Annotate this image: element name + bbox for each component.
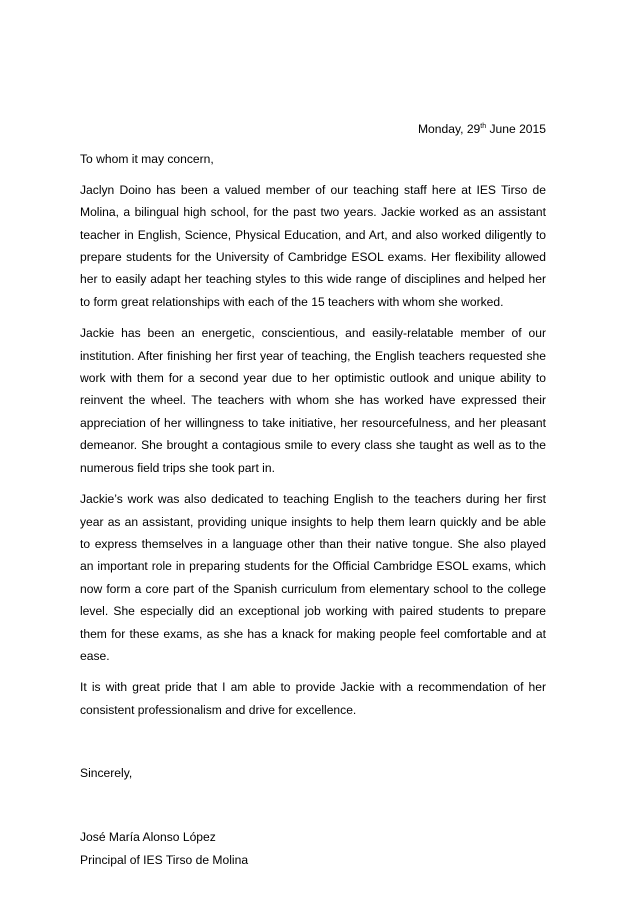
body-paragraph-4: It is with great pride that I am able to provide Jackie with a recommendation of her consistent professionalism and drive for excellence. [80,680,546,717]
date-prefix: Monday, 29 [417,122,481,136]
signer-name: José María Alonso López [80,829,216,844]
recommendation-letter [80,118,546,872]
closing: Sincerely, [80,766,133,781]
signature-spacer [80,785,546,826]
salutation: To whom it may concern, [80,152,214,167]
body-paragraph-1: Jaclyn Doino has been a valued member of our teaching staff here at IES Tirso de Molina, a bilingual high school, for the past two years. Jackie worked as an assistant teacher in English, Science, Physical Education, and Art, and also worked diligently to prepare students for the University of Cambridge ESOL exams. Her flexibility allowed her to easily adapt her teaching styles to this wide range of disciplines and helped her to form great relationships with each of the 15 teachers with whom she worked. [80,182,546,309]
date-ordinal-suffix: th [480,122,487,130]
letter-date [80,118,546,140]
body-paragraph-3: Jackie’s work was also dedicated to teaching English to the teachers during her first year as an assistant, providing unique insights to help them learn quickly and be able to express themselves in a language other than their native tongue. She also played an important role in preparing students for the Official Cambridge ESOL exams, which now form a core part of the Spanish curriculum from elementary school to the college level. She especially did an exceptional job working with paired students to prepare them for these exams, as she has a knack for making people feel comfortable and at ease. [80,492,546,663]
signer-title: Principal of IES Tirso de Molina [80,852,249,867]
closing-spacer [80,730,546,762]
date-rest: June 2015 [486,122,546,136]
body-paragraph-2: Jackie has been an energetic, conscientious, and easily-relatable member of our institution. After finishing her first year of teaching, the English teachers requested she work with them for a second year due to her optimistic outlook and unique ability to reinvent the wheel. The teachers with whom she has worked have expressed their appreciation of her willingness to take initiative, her resourcefulness, and her pleasant demeanor. She brought a contagious smile to every class she taught as well as to the numerous field trips she took part in. [80,326,546,475]
